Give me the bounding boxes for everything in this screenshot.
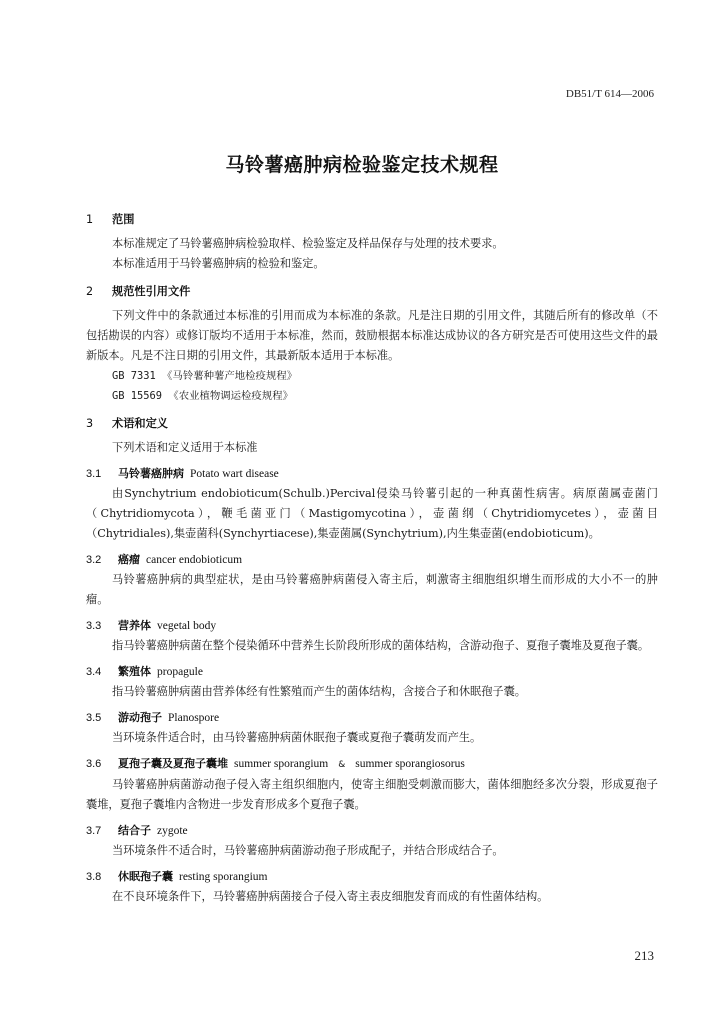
term-number: 3.5 [86, 712, 102, 724]
document-title: 马铃薯癌肿病检验鉴定技术规程 [225, 154, 499, 176]
paragraph: 本标准适用于马铃薯癌肿病的检验和鉴定。 [112, 257, 325, 270]
term-definition: 指马铃薯癌肿病菌由营养体经有性繁殖而产生的菌体结构，含接合子和休眠孢子囊。 [112, 685, 526, 698]
term-entry [86, 821, 658, 861]
section-number: 1 [86, 213, 94, 226]
term-definition: 当环境条件不适合时，马铃薯癌肿病菌游动孢子形成配子，并结合形成结合子。 [112, 844, 504, 857]
term-chinese: 游动孢子 [118, 711, 162, 724]
section-title: 术语和定义 [112, 417, 168, 430]
term-definition: 马铃薯癌肿病菌游动孢子侵入寄主组织细胞内，使寄主细胞受刺激而膨大，菌体细胞经多次分裂，形成夏孢子囊堆，夏孢子囊堆内含物进一步发育形成多个夏孢子囊。 [86, 778, 658, 811]
term-chinese: 繁殖体 [118, 665, 151, 678]
section-number: 3 [86, 417, 94, 430]
reference-item: GB 7331 《马铃薯种薯产地检疫规程》 [112, 370, 298, 382]
term-definition: 在不良环境条件下，马铃薯癌肿病菌接合子侵入寄主表皮细胞发育而成的有性菌体结构。 [112, 890, 549, 903]
term-definition: 马铃薯癌肿病的典型症状，是由马铃薯癌肿病菌侵入寄主后，刺激寄主细胞组织增生而形成的大小不一的肿瘤。 [86, 573, 658, 606]
term-chinese: 营养体 [118, 619, 151, 632]
term-entry [86, 867, 658, 907]
term-english: vegetal body [157, 620, 217, 632]
term-english: propagule [157, 666, 203, 678]
term-entry [86, 708, 658, 748]
document-body [86, 210, 658, 907]
term-heading [86, 550, 658, 570]
page-number: 213 [634, 948, 654, 963]
term-chinese: 癌瘤 [118, 553, 140, 566]
term-heading [86, 821, 658, 841]
term-heading [86, 754, 658, 775]
term-english: resting sporangium [179, 871, 268, 883]
term-english: Potato wart disease [190, 468, 279, 480]
term-definition: 指马铃薯癌肿病菌在整个侵染循环中营养生长阶段所形成的菌体结构，含游动孢子、夏孢子囊堆及夏孢子囊。 [112, 639, 650, 652]
term-definition: 当环境条件适合时，由马铃薯癌肿病菌休眠孢子囊或夏孢子囊萌发而产生。 [112, 731, 482, 744]
term-chinese: 马铃薯癌肿病 [118, 467, 184, 480]
section-title: 规范性引用文件 [112, 285, 191, 298]
standard-code: DB51/T 614—2006 [565, 88, 654, 100]
term-entry [86, 662, 658, 702]
term-heading [86, 616, 658, 636]
term-chinese: 休眠孢子囊 [118, 870, 173, 883]
term-english: Planospore [168, 712, 220, 724]
section-heading-terms [86, 414, 658, 434]
term-english: cancer endobioticum [146, 554, 243, 566]
term-number: 3.8 [86, 871, 102, 883]
paragraph: 下列术语和定义适用于本标准 [112, 441, 258, 454]
section-title: 范围 [112, 213, 135, 226]
term-chinese: 夏孢子囊及夏孢子囊堆 [118, 757, 228, 770]
term-entry [86, 464, 658, 544]
term-heading [86, 464, 658, 484]
term-number: 3.6 [86, 758, 102, 770]
term-heading [86, 867, 658, 887]
term-heading [86, 708, 658, 728]
ampersand-separator: & [338, 760, 346, 770]
reference-item: GB 15569 《农业植物调运检疫规程》 [112, 390, 293, 402]
section-heading-normative-references [86, 282, 658, 302]
section-heading-scope [86, 210, 658, 230]
term-definition: 由Synchytrium endobioticum(Schulb.)Percival侵染马铃薯引起的一种真菌性病害。病原菌属壶菌门（Chytridiomycota），鞭毛菌亚门（Mastigomycotina），壶菌纲（Chytridiomycetes），壶菌目（Chytridiales),集壶菌科(Synchyrtiacese),集壶菌属(Synchytrium),内生集壶菌(endobioticum)。 [86, 487, 658, 540]
term-number: 3.7 [86, 825, 102, 837]
term-english: summer sporangium [234, 758, 329, 770]
term-entry [86, 616, 658, 656]
term-heading [86, 662, 658, 682]
term-number: 3.1 [86, 468, 102, 480]
term-entry [86, 754, 658, 815]
term-chinese: 结合子 [118, 824, 151, 837]
term-number: 3.2 [86, 554, 102, 566]
paragraph: 下列文件中的条款通过本标准的引用而成为本标准的条款。凡是注日期的引用文件，其随后所有的修改单（不包括勘误的内容）或修订版均不适用于本标准，然而，鼓励根据本标准达成协议的各方研究是否可使用这些文件的最新版本。凡是不注日期的引用文件，其最新版本适用于本标准。 [86, 309, 658, 362]
term-english-secondary: summer sporangiosorus [355, 758, 465, 770]
term-english: zygote [157, 825, 188, 837]
term-number: 3.4 [86, 666, 102, 678]
paragraph: 本标准规定了马铃薯癌肿病检验取样、检验鉴定及样品保存与处理的技术要求。 [112, 237, 504, 250]
term-entry [86, 550, 658, 610]
term-number: 3.3 [86, 620, 102, 632]
section-number: 2 [86, 285, 94, 298]
